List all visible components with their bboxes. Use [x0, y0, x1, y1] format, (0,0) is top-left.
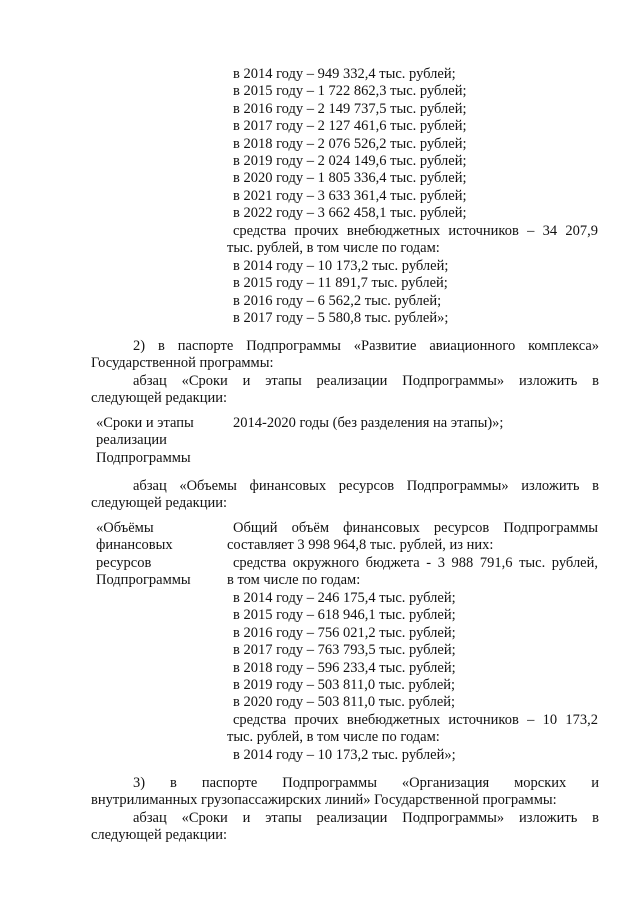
year-line: в 2015 году – 11 891,7 тыс. рублей;: [233, 275, 448, 292]
volumes-total: [233, 520, 598, 537]
item2-heading-line: Государственной программы:: [91, 355, 274, 371]
year-line: в 2021 году – 3 633 361,4 тыс. рублей;: [233, 187, 467, 204]
district-budget-line: средства окружного бюджета - 3 988 791,6 тыс. рублей,: [233, 555, 598, 571]
terms-label-line: Подпрограммы: [96, 449, 191, 466]
paragraph-line: следующей редакции:: [91, 390, 228, 406]
item2-other-sources-cont: [227, 729, 598, 746]
district-budget-cont: [227, 572, 598, 589]
volumes-total-cont: [227, 537, 598, 554]
item3-para-cont: [91, 827, 599, 844]
year-line: в 2018 году – 2 076 526,2 тыс. рублей;: [233, 135, 467, 152]
item2-heading-line: 2) в паспорте Подпрограммы «Развитие авиационного комплекса»: [133, 338, 599, 354]
terms-label-line: реализации: [96, 432, 167, 449]
other-sources-line: тыс. рублей, в том числе по годам:: [227, 240, 440, 256]
terms-value-text: 2014-2020 годы (без разделения на этапы)»;: [233, 415, 504, 431]
other-sources-line: средства прочих внебюджетных источников – 10 173,2: [233, 712, 598, 728]
paragraph-line: следующей редакции:: [91, 495, 228, 511]
paragraph-line: абзац «Сроки и этапы реализации Подпрограммы» изложить в: [133, 810, 599, 826]
item3-heading-line: внутрилиманных грузопассажирских линий» Государственной программы:: [91, 792, 557, 808]
item3-para: [133, 810, 599, 827]
other-sources-text-2: [227, 240, 598, 257]
year-line: в 2017 году – 5 580,8 тыс. рублей»;: [233, 310, 449, 327]
item2-para2-cont: [91, 495, 599, 512]
district-budget-line: в том числе по годам:: [227, 572, 361, 588]
year-line: в 2018 году – 596 233,4 тыс. рублей;: [233, 659, 456, 676]
paragraph-line: абзац «Объемы финансовых ресурсов Подпрограммы» изложить в: [133, 478, 599, 494]
other-sources-line: тыс. рублей, в том числе по годам:: [227, 729, 440, 745]
year-line: в 2019 году – 2 024 149,6 тыс. рублей;: [233, 153, 467, 170]
year-line: в 2016 году – 6 562,2 тыс. рублей;: [233, 292, 442, 309]
year-line: в 2016 году – 756 021,2 тыс. рублей;: [233, 624, 456, 641]
year-line: в 2014 году – 246 175,4 тыс. рублей;: [233, 590, 456, 606]
item2-para1-cont: [91, 390, 599, 407]
yearly-amounts-block: [233, 66, 598, 223]
item3-heading: [133, 775, 599, 792]
year-line: в 2014 году – 949 332,4 тыс. рублей;: [233, 66, 456, 82]
volumes-total-line: Общий объём финансовых ресурсов Подпрограммы: [233, 520, 598, 536]
paragraph-line: следующей редакции:: [91, 827, 228, 843]
volumes-label-line: ресурсов: [96, 554, 152, 571]
item2-heading-cont: [91, 355, 599, 372]
year-line: в 2017 году – 2 127 461,6 тыс. рублей;: [233, 118, 467, 135]
volumes-label: [96, 520, 216, 590]
other-sources-line: средства прочих внебюджетных источников – 34 207,9: [233, 223, 598, 239]
year-line: в 2017 году – 763 793,5 тыс. рублей;: [233, 642, 456, 659]
other-sources-years: [233, 258, 598, 328]
year-line: в 2016 году – 2 149 737,5 тыс. рублей;: [233, 100, 467, 117]
year-line: в 2019 году – 503 811,0 тыс. рублей;: [233, 677, 456, 694]
terms-label-line: «Сроки и этапы: [96, 415, 194, 431]
item2-other-sources: [233, 712, 598, 729]
volumes-total-line: составляет 3 998 964,8 тыс. рублей, из них:: [227, 537, 494, 553]
year-line: в 2014 году – 10 173,2 тыс. рублей»;: [233, 747, 456, 763]
item2-other-year: [233, 747, 598, 764]
item2-para1: [133, 373, 599, 390]
year-line: в 2020 году – 503 811,0 тыс. рублей;: [233, 694, 456, 711]
district-years: [233, 590, 598, 712]
year-line: в 2022 году – 3 662 458,1 тыс. рублей;: [233, 205, 467, 222]
paragraph-line: абзац «Сроки и этапы реализации Подпрограммы» изложить в: [133, 373, 599, 389]
year-line: в 2014 году – 10 173,2 тыс. рублей;: [233, 258, 449, 274]
terms-value: [233, 415, 598, 432]
volumes-label-line: Подпрограммы: [96, 572, 191, 589]
district-budget: [233, 555, 598, 572]
item3-heading-cont: [91, 792, 599, 809]
volumes-label-line: финансовых: [96, 537, 173, 554]
year-line: в 2015 году – 1 722 862,3 тыс. рублей;: [233, 83, 467, 100]
item2-para2: [133, 478, 599, 495]
year-line: в 2020 году – 1 805 336,4 тыс. рублей;: [233, 170, 467, 187]
other-sources-text: [233, 223, 598, 240]
item3-heading-line: 3) в паспорте Подпрограммы «Организация морских и: [133, 775, 599, 791]
terms-label: [96, 415, 216, 467]
item2-heading: [133, 338, 599, 355]
year-line: в 2015 году – 618 946,1 тыс. рублей;: [233, 607, 456, 624]
volumes-label-line: «Объёмы: [96, 520, 154, 536]
